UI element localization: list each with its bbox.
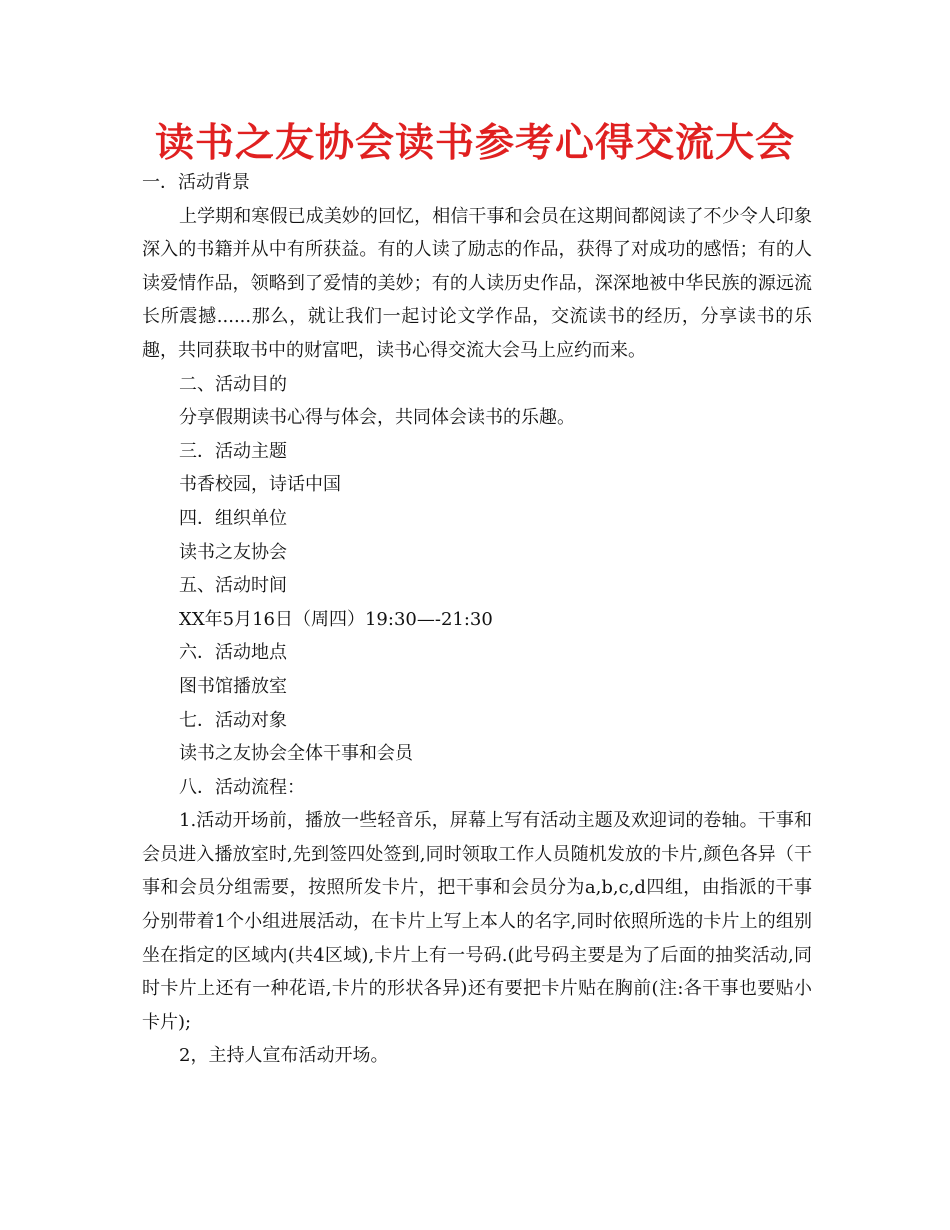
audience-text: 读书之友协会全体干事和会员 <box>179 743 413 765</box>
section-heading-organizer: 四．组织单位 <box>179 507 287 529</box>
time-text: XX年5月16日（周四）19:30—-21:30 <box>179 608 493 630</box>
section-heading-background: 一．活动背景 <box>142 172 250 193</box>
theme-text: 书香校园，诗话中国 <box>179 474 341 496</box>
document-body <box>142 166 812 1073</box>
organizer-text: 读书之友协会 <box>179 541 287 563</box>
document-title: 读书之友协会读书参考心得交流大会 <box>154 121 795 166</box>
section-heading-audience: 七．活动对象 <box>179 709 287 731</box>
section-heading-process: 八．活动流程： <box>179 776 305 798</box>
process-step-2: 2，主持人宣布活动开场。 <box>179 1045 389 1067</box>
section-heading-time: 五、活动时间 <box>179 575 287 597</box>
background-paragraph: 上学期和寒假已成美妙的回忆，相信干事和会员在这期间都阅读了不少令人印象深入的书籍并从中有所获益。有的人读了励志的作品，获得了对成功的感悟；有的人读爱情作品，领略到了爱情的美妙；有的人读历史作品，深深地被中华民族的源远流长所震撼......那么，就让我们一起讨论文学作品，交流读书的经历，分享读书的乐趣，共同获取书中的财富吧，读书心得交流大会马上应约而来。 <box>142 205 812 361</box>
purpose-text: 分享假期读书心得与体会，共同体会读书的乐趣。 <box>179 407 575 429</box>
process-step-1: 1.活动开场前，播放一些轻音乐，屏幕上写有活动主题及欢迎词的卷轴。干事和会员进入播放室时,先到签四处签到,同时领取工作人员随机发放的卡片,颜色各异（干事和会员分组需要，按照所发卡片，把干事和会员分为a,b,c,d四组，由指派的干事分别带着1个小组进展活动，在卡片上写上本人的名字,同时依照所选的卡片上的组别坐在指定的区域内(共4区域),卡片上有一号码.(此号码主要是为了后面的抽奖活动,同时卡片上还有一种花语,卡片的形状各异)还有要把卡片贴在胸前(注:各干事也要贴小卡片); <box>142 810 812 1033</box>
section-heading-location: 六．活动地点 <box>179 642 287 664</box>
location-text: 图书馆播放室 <box>179 675 287 697</box>
section-heading-theme: 三．活动主题 <box>179 440 287 462</box>
section-heading-purpose: 二、活动目的 <box>179 373 287 395</box>
